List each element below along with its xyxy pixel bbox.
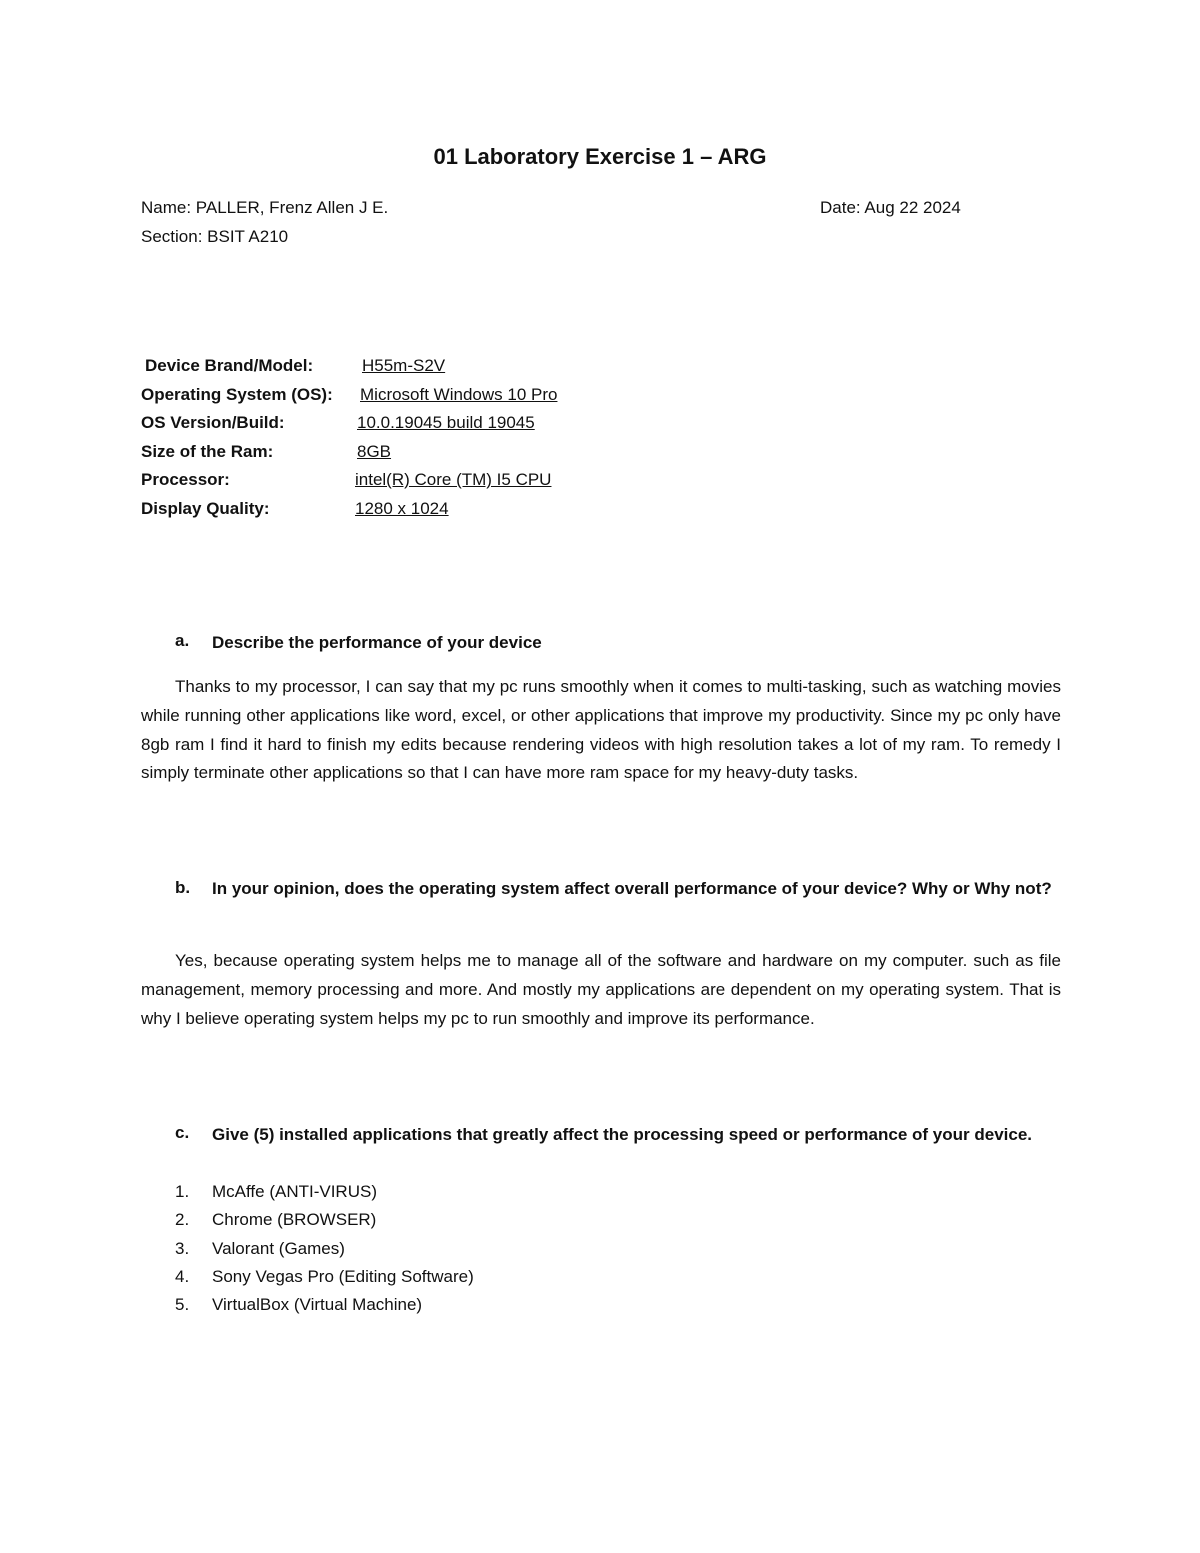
list-item: [175, 1206, 474, 1234]
list-item: [175, 1235, 474, 1263]
spec-label: OS Version/Build:: [141, 413, 285, 432]
spec-value: 1280 x 1024: [355, 499, 449, 518]
question-a-text: Describe the performance of your device: [212, 633, 542, 652]
list-item-number: 3.: [175, 1238, 190, 1258]
list-item-text: VirtualBox (Virtual Machine): [212, 1295, 423, 1315]
student-section: Section: BSIT A210: [141, 227, 289, 246]
spec-label: Size of the Ram:: [141, 442, 274, 461]
list-item: [175, 1178, 474, 1206]
list-item: [175, 1291, 474, 1319]
spec-row-ram-size: [141, 442, 841, 470]
spec-value: intel(R) Core (TM) I5 CPU: [355, 470, 552, 489]
question-c-marker: c.: [175, 1123, 190, 1142]
spec-value: 10.0.19045 build 19045: [357, 413, 535, 432]
list-item-text: Valorant (Games): [212, 1238, 345, 1258]
spec-value: H55m-S2V: [362, 356, 446, 375]
spec-label: Display Quality:: [141, 499, 270, 518]
list-item-text: McAffe (ANTI-VIRUS): [212, 1182, 377, 1201]
spec-row-os-version: [141, 413, 841, 441]
spec-row-processor: [141, 470, 841, 498]
spec-row-display-quality: [141, 499, 841, 527]
student-name: Name: PALLER, Frenz Allen J E.: [141, 198, 389, 217]
spec-row-operating-system: [141, 385, 841, 413]
exercise-date: Date: Aug 22 2024: [820, 198, 961, 217]
spec-value: 8GB: [357, 442, 392, 461]
question-a-marker: a.: [175, 631, 190, 650]
list-item-number: 1.: [175, 1182, 190, 1201]
answer-a-paragraph: Thanks to my processor, I can say that my pc runs smoothly when it comes to multi-tasking, such as watching movies while running other applications like word, excel, or other applications that improve my productivity. Since my pc only have 8gb ram I find it hard to finish my edits because rendering videos with high resolution takes a lot of my ram. To remedy I simply terminate other applications so that I can have more ram space for my heavy-duty tasks.: [141, 677, 1061, 783]
answer-b-paragraph: Yes, because operating system helps me to manage all of the software and hardware on my computer. such as file management, memory processing and more. And mostly my applications are dependent on my operating system. That is why I believe operating system helps my pc to run smoothly and improve its performance.: [141, 951, 1061, 1028]
page-title: 01 Laboratory Exercise 1 – ARG: [433, 144, 767, 169]
spec-value: Microsoft Windows 10 Pro: [360, 385, 558, 404]
list-item-text: Chrome (BROWSER): [212, 1210, 377, 1230]
spec-row-device-model: [141, 356, 841, 384]
spec-label: Processor:: [141, 470, 230, 489]
list-item-number: 2.: [175, 1210, 190, 1230]
question-c-text: Give (5) installed applications that greatly affect the processing speed or performance of your device.: [212, 1125, 1033, 1144]
list-item-number: 5.: [175, 1295, 190, 1315]
spec-label: Operating System (OS):: [141, 385, 333, 404]
installed-apps-list: [175, 1178, 474, 1319]
question-b-marker: b.: [175, 878, 191, 897]
list-item-text: Sony Vegas Pro (Editing Software): [212, 1266, 474, 1286]
question-b-text: In your opinion, does the operating system affect overall performance of your device? Why or Why not?: [212, 879, 1052, 898]
list-item: [175, 1263, 474, 1291]
list-item-number: 4.: [175, 1266, 190, 1286]
spec-label: Device Brand/Model:: [145, 356, 314, 375]
